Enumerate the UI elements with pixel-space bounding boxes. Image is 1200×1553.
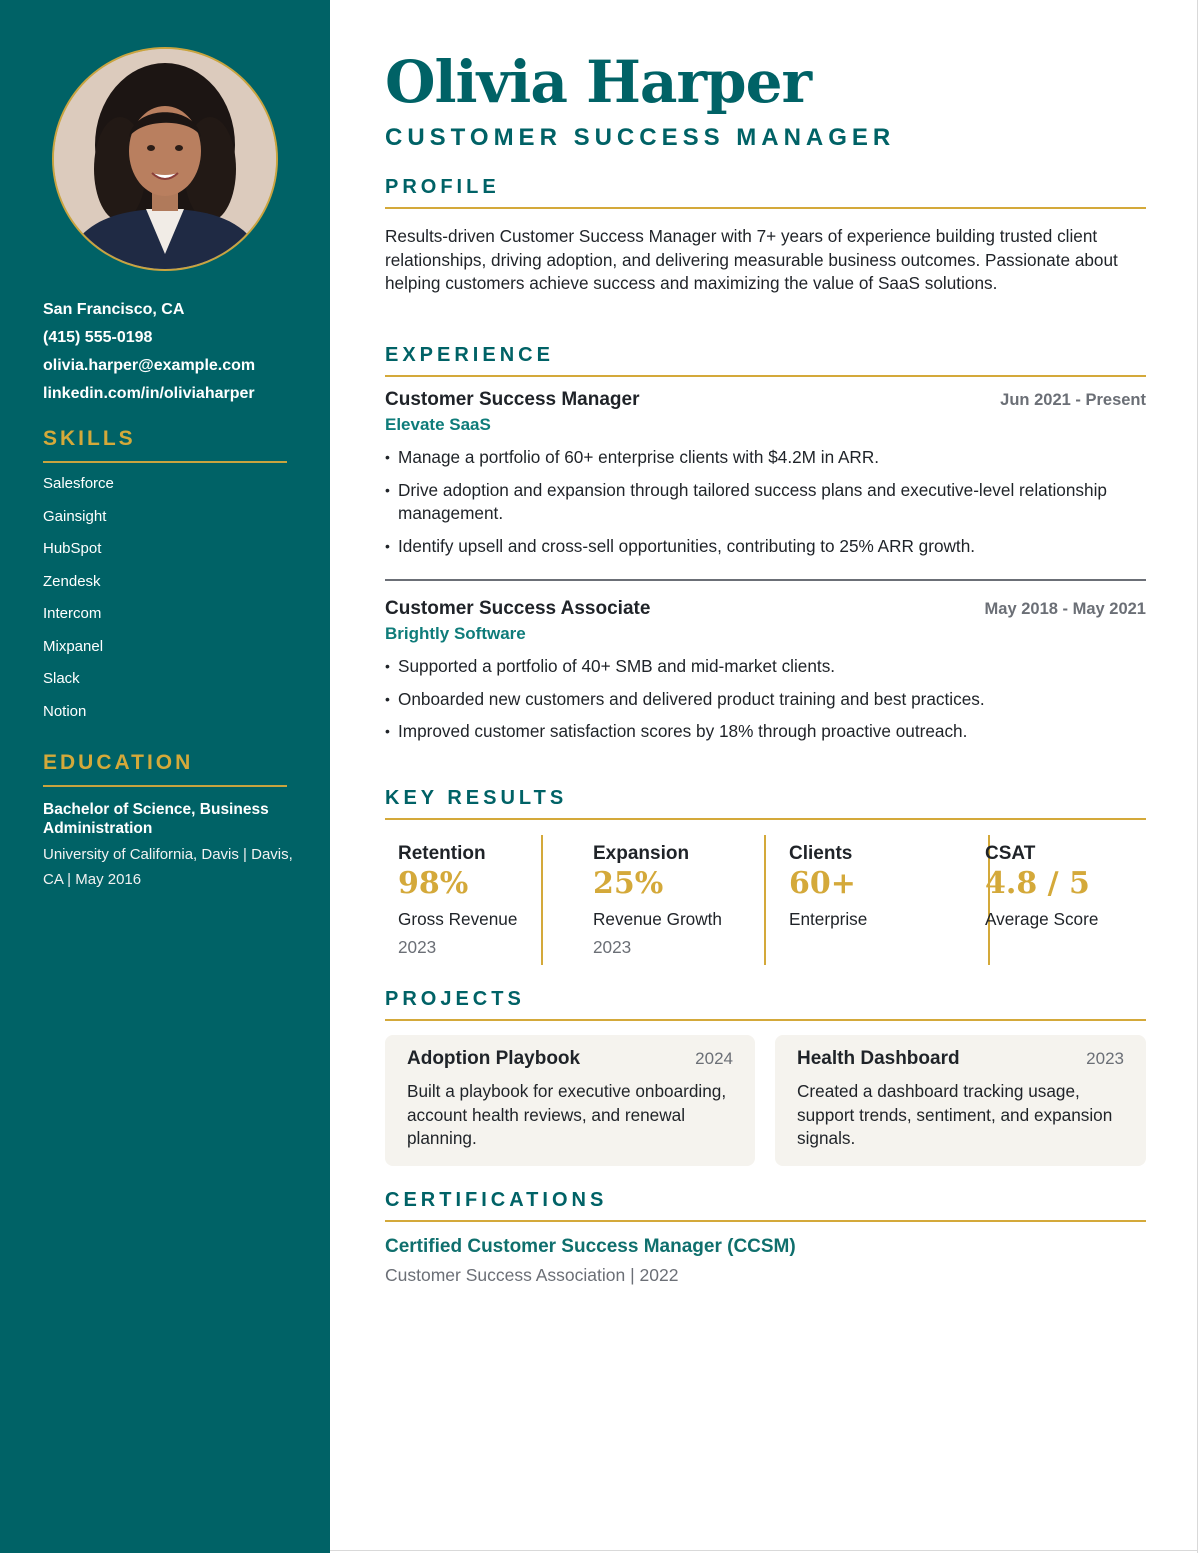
job-dates: Jun 2021 - Present	[1000, 391, 1146, 409]
result-value: 60+	[789, 866, 856, 901]
candidate-name: Olivia Harper	[385, 48, 812, 116]
education-entry	[43, 800, 293, 892]
education-degree: Bachelor of Science, Business Administration	[43, 801, 269, 837]
key-result-expansion	[593, 835, 763, 965]
key-result-csat	[985, 835, 1145, 965]
project-year: 2024	[695, 1049, 733, 1068]
skills-list	[43, 474, 283, 734]
certifications-heading: CERTIFICATIONS	[385, 1189, 1146, 1222]
contact-phone[interactable]: (415) 555-0198	[43, 329, 153, 346]
job-company: Brightly Software	[385, 624, 526, 643]
experience-divider	[385, 579, 1146, 581]
profile-photo	[52, 47, 278, 271]
key-result-clients	[789, 835, 989, 965]
candidate-title: CUSTOMER SUCCESS MANAGER	[385, 124, 896, 151]
contact-location: San Francisco, CA	[43, 301, 185, 318]
page-edge	[1197, 0, 1198, 1553]
job-bullet: • Drive adoption and expansion through tailored success plans and executive-level relationship management.	[385, 479, 1146, 526]
experience-heading: EXPERIENCE	[385, 344, 1146, 377]
project-title: Adoption Playbook	[407, 1048, 581, 1069]
job-role: Customer Success Manager	[385, 389, 640, 410]
key-result-retention	[398, 835, 541, 965]
profile-heading: PROFILE	[385, 176, 1146, 209]
education-school: University of California, Davis | Davis, CA | May 2016	[43, 846, 293, 888]
experience-entry	[385, 389, 1146, 567]
result-year: 2023	[593, 937, 632, 957]
project-card	[775, 1035, 1146, 1166]
project-card	[385, 1035, 755, 1166]
contact-email[interactable]: olivia.harper@example.com	[43, 357, 256, 374]
skill-item: Zendesk	[43, 572, 101, 590]
skills-heading: SKILLS	[43, 427, 287, 463]
certification-meta: Customer Success Association | 2022	[385, 1265, 679, 1285]
key-results	[385, 835, 1146, 965]
result-desc: Average Score	[985, 909, 1099, 929]
result-desc: Gross Revenue	[398, 909, 518, 929]
result-value: 4.8 / 5	[985, 866, 1090, 901]
job-bullets	[385, 655, 1146, 744]
experience-entry	[385, 598, 1146, 753]
profile-text: Results-driven Customer Success Manager with 7+ years of experience building trusted client relationships, driving adoption, and delivering measurable business outcomes. Passionate about helping customers achieve success and maximizing the value of SaaS solutions.	[385, 226, 1118, 293]
project-desc: Built a playbook for executive onboarding, account health reviews, and renewal planning.	[407, 1081, 727, 1148]
result-desc: Enterprise	[789, 909, 868, 929]
skill-item: Gainsight	[43, 507, 107, 525]
result-desc: Revenue Growth	[593, 909, 722, 929]
project-desc: Created a dashboard tracking usage, support trends, sentiment, and expansion signals.	[797, 1081, 1113, 1148]
result-label: Retention	[398, 843, 486, 864]
skill-item: HubSpot	[43, 540, 102, 557]
result-year: 2023	[398, 937, 437, 957]
skill-item: Notion	[43, 702, 87, 720]
contact-info	[43, 296, 303, 408]
skill-item: Slack	[43, 670, 80, 687]
result-value: 25%	[593, 866, 664, 901]
job-dates: May 2018 - May 2021	[984, 600, 1146, 618]
project-year: 2023	[1086, 1049, 1124, 1068]
job-bullet: • Supported a portfolio of 40+ SMB and mid-market clients.	[385, 655, 1146, 679]
contact-linkedin[interactable]: linkedin.com/in/oliviaharper	[43, 385, 255, 402]
result-value: 98%	[398, 866, 469, 901]
certification-name: Certified Customer Success Manager (CCSM)	[385, 1236, 796, 1257]
portrait-image	[54, 49, 276, 269]
key-results-heading: KEY RESULTS	[385, 787, 1146, 820]
job-bullet: • Identify upsell and cross-sell opportunities, contributing to 25% ARR growth.	[385, 535, 1146, 559]
education-heading: EDUCATION	[43, 751, 287, 787]
projects-heading: PROJECTS	[385, 988, 1146, 1021]
skill-item: Salesforce	[43, 475, 114, 492]
job-role: Customer Success Associate	[385, 598, 651, 619]
page-bottom-edge	[330, 1550, 1198, 1551]
job-company: Elevate SaaS	[385, 415, 491, 434]
result-label: Clients	[789, 843, 853, 864]
job-bullet: • Improved customer satisfaction scores by 18% through proactive outreach.	[385, 720, 1146, 744]
skill-item: Mixpanel	[43, 637, 104, 655]
job-bullet: • Onboarded new customers and delivered product training and best practices.	[385, 688, 1146, 712]
project-title: Health Dashboard	[797, 1048, 960, 1069]
result-divider	[764, 835, 766, 965]
skill-item: Intercom	[43, 605, 102, 622]
job-bullet: • Manage a portfolio of 60+ enterprise clients with $4.2M in ARR.	[385, 446, 1146, 470]
result-label: CSAT	[985, 843, 1036, 864]
job-bullets	[385, 446, 1146, 558]
result-divider	[541, 835, 543, 965]
result-label: Expansion	[593, 843, 690, 864]
sidebar	[0, 0, 330, 1553]
